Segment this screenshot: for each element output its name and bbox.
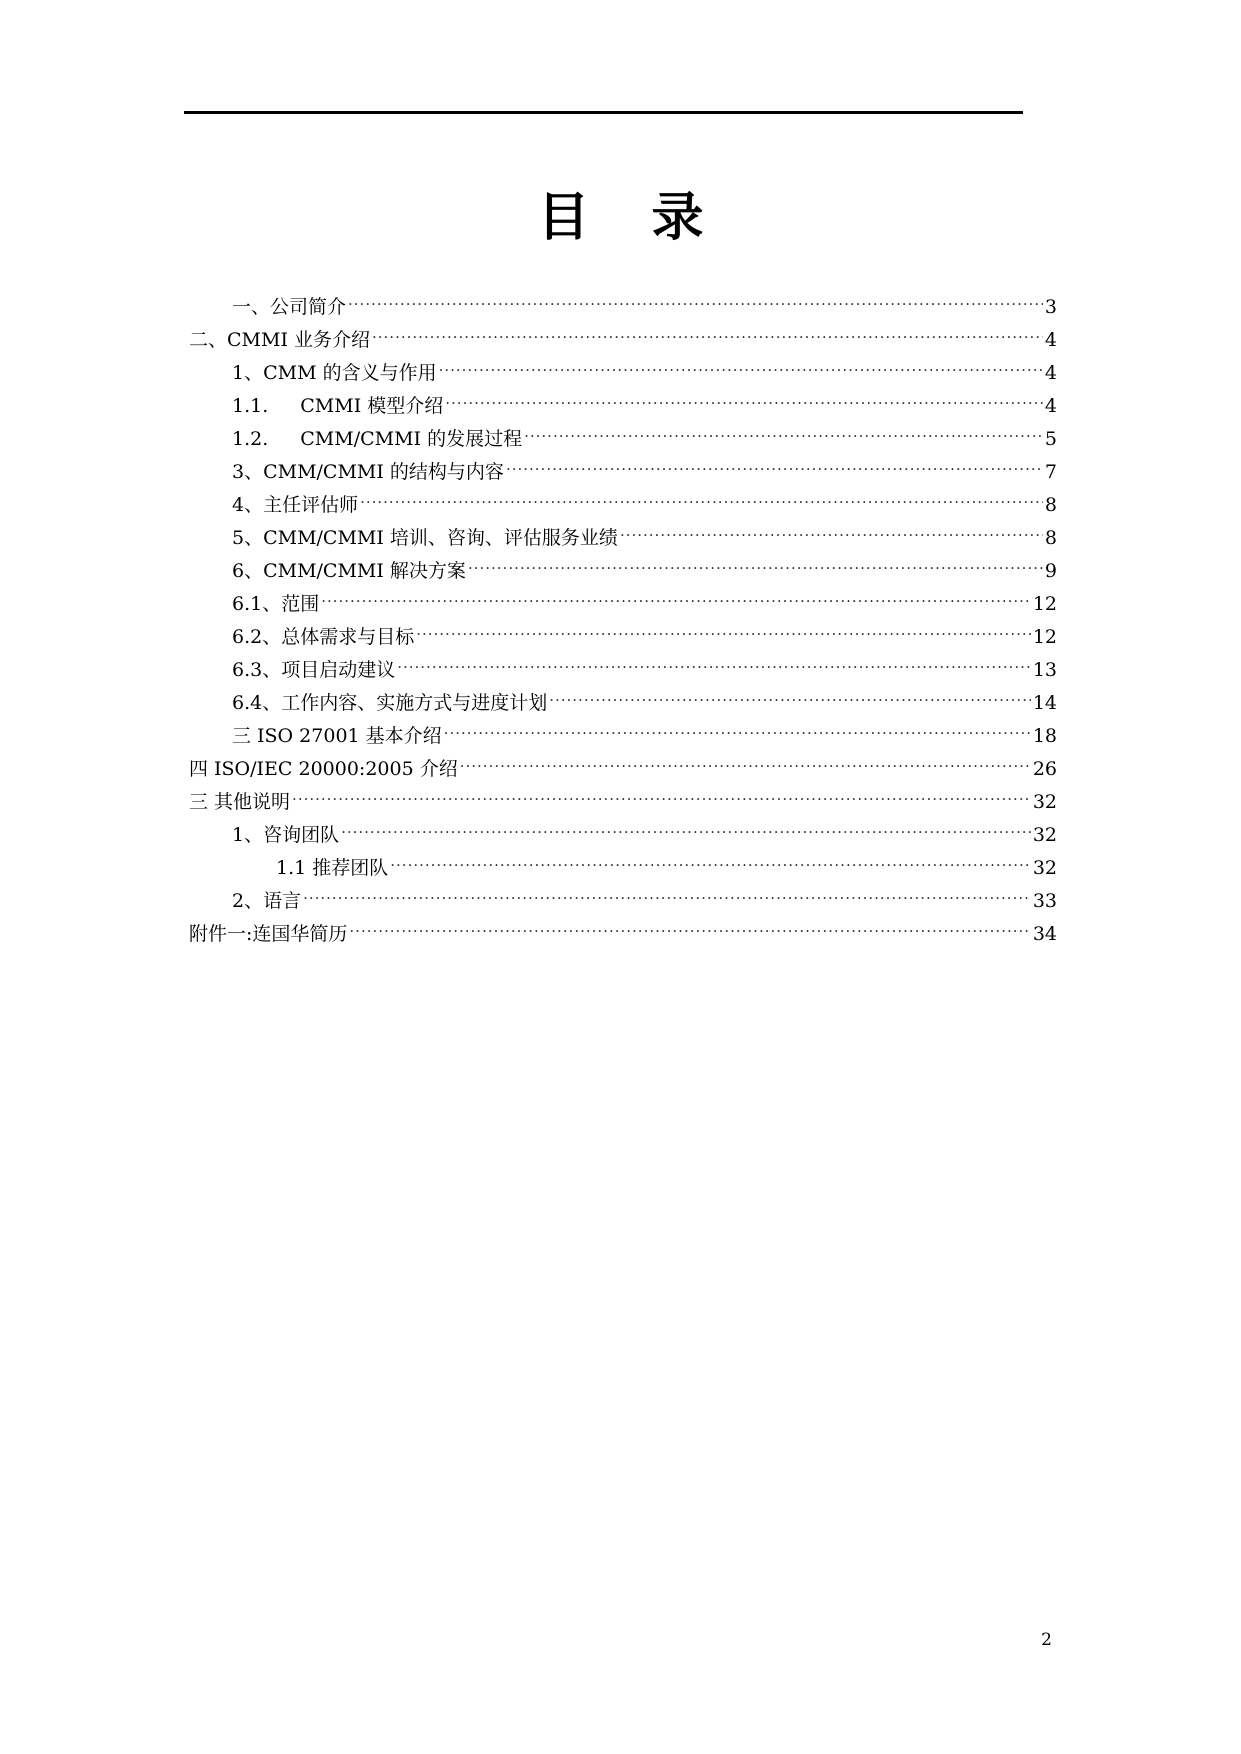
toc-entry-label: 6.4、工作内容、实施方式与进度计划 xyxy=(232,692,548,714)
dot-leader xyxy=(460,745,1031,775)
dot-leader xyxy=(397,646,1031,676)
toc-entry-label: 1、咨询团队 xyxy=(232,824,340,846)
toc-entry-page: 4 xyxy=(1044,329,1057,351)
toc-entry-label: 三 其他说明 xyxy=(189,791,291,813)
dot-leader xyxy=(349,910,1030,940)
toc-entry-page: 12 xyxy=(1032,593,1057,615)
dot-leader xyxy=(444,712,1031,742)
dot-leader xyxy=(390,844,1031,874)
dot-leader xyxy=(549,679,1031,709)
toc-entry[interactable] xyxy=(232,547,1057,582)
toc-entry[interactable] xyxy=(232,382,1057,417)
toc-entry-label: 6.1、范围 xyxy=(232,593,320,615)
toc-entry[interactable] xyxy=(232,514,1057,549)
toc-entry-page: 34 xyxy=(1032,923,1057,945)
toc-entry[interactable] xyxy=(232,646,1057,681)
header-rule xyxy=(184,111,1023,114)
toc-entry[interactable] xyxy=(189,778,1057,813)
dot-leader xyxy=(439,349,1043,379)
toc-entry-page: 9 xyxy=(1044,560,1057,582)
toc-entry-label: 5、CMM/CMMI 培训、咨询、评估服务业绩 xyxy=(232,527,618,549)
toc-entry-label: 6.3、项目启动建议 xyxy=(232,659,396,681)
toc-entry-label: 附件一:连国华简历 xyxy=(189,923,348,945)
page-title: 目 录 xyxy=(537,188,726,248)
toc-entry-page: 32 xyxy=(1032,824,1057,846)
toc-entry[interactable] xyxy=(232,415,1057,450)
toc-entry[interactable] xyxy=(276,844,1057,879)
toc-entry-number: 1.2. xyxy=(232,428,269,450)
toc-entry-page: 33 xyxy=(1032,890,1057,912)
toc-entry-label: 6、CMM/CMMI 解决方案 xyxy=(232,560,466,582)
toc-entry[interactable] xyxy=(232,481,1057,516)
toc-entry-page: 18 xyxy=(1032,725,1057,747)
toc-entry[interactable] xyxy=(232,580,1057,615)
toc-entry-label: CMM/CMMI 的发展过程 xyxy=(300,428,523,450)
toc-entry-page: 12 xyxy=(1032,626,1057,648)
toc-entry-page: 4 xyxy=(1044,362,1057,384)
dot-leader xyxy=(524,415,1043,445)
toc-entry-label: 二、CMMI 业务介绍 xyxy=(189,329,370,351)
toc-entry[interactable] xyxy=(189,316,1057,351)
toc-entry-label: CMMI 模型介绍 xyxy=(300,395,444,417)
dot-leader xyxy=(372,316,1043,346)
toc-entry-number: 1.1. xyxy=(232,395,269,417)
toc-entry-page: 5 xyxy=(1044,428,1057,450)
toc-entry[interactable] xyxy=(232,349,1057,384)
toc-entry[interactable] xyxy=(232,712,1057,747)
toc-entry-label: 3、CMM/CMMI 的结构与内容 xyxy=(232,461,504,483)
dot-leader xyxy=(620,514,1043,544)
dot-leader xyxy=(292,778,1031,808)
toc-entry[interactable] xyxy=(232,613,1057,648)
dot-leader xyxy=(348,283,1043,313)
toc-entry[interactable] xyxy=(232,811,1057,846)
dot-leader xyxy=(360,481,1043,511)
toc-entry-page: 8 xyxy=(1044,527,1057,549)
toc-entry-page: 26 xyxy=(1032,758,1057,780)
toc-entry-label: 一、公司简介 xyxy=(232,296,347,318)
toc-entry-label: 1.1 推荐团队 xyxy=(276,857,389,879)
toc-entry-page: 8 xyxy=(1044,494,1057,516)
toc-entry[interactable] xyxy=(189,745,1057,780)
toc-entry-page: 32 xyxy=(1032,857,1057,879)
toc-entry-page: 13 xyxy=(1032,659,1057,681)
dot-leader xyxy=(468,547,1043,577)
toc-entry[interactable] xyxy=(232,448,1057,483)
toc-entry[interactable] xyxy=(232,679,1057,714)
toc-entry-page: 4 xyxy=(1044,395,1057,417)
toc-entry-label: 2、语言 xyxy=(232,890,302,912)
page-number: 2 xyxy=(1041,1630,1052,1650)
toc-entry-label: 1、CMM 的含义与作用 xyxy=(232,362,437,384)
toc-entry-page: 3 xyxy=(1044,296,1057,318)
dot-leader xyxy=(341,811,1031,841)
dot-leader xyxy=(321,580,1031,610)
toc-entry-label: 三 ISO 27001 基本介绍 xyxy=(232,725,442,747)
toc-entry-label: 四 ISO/IEC 20000:2005 介绍 xyxy=(189,758,458,780)
toc-entry-page: 7 xyxy=(1044,461,1057,483)
dot-leader xyxy=(416,613,1031,643)
dot-leader xyxy=(506,448,1043,478)
dot-leader xyxy=(303,877,1031,907)
toc-entry-label: 4、主任评估师 xyxy=(232,494,359,516)
toc-entry[interactable] xyxy=(232,283,1057,318)
toc-entry-page: 14 xyxy=(1032,692,1057,714)
toc-entry-label: 6.2、总体需求与目标 xyxy=(232,626,415,648)
dot-leader xyxy=(445,382,1043,412)
toc-entry-page: 32 xyxy=(1032,791,1057,813)
toc-entry[interactable] xyxy=(232,877,1057,912)
toc-entry[interactable] xyxy=(189,910,1057,945)
